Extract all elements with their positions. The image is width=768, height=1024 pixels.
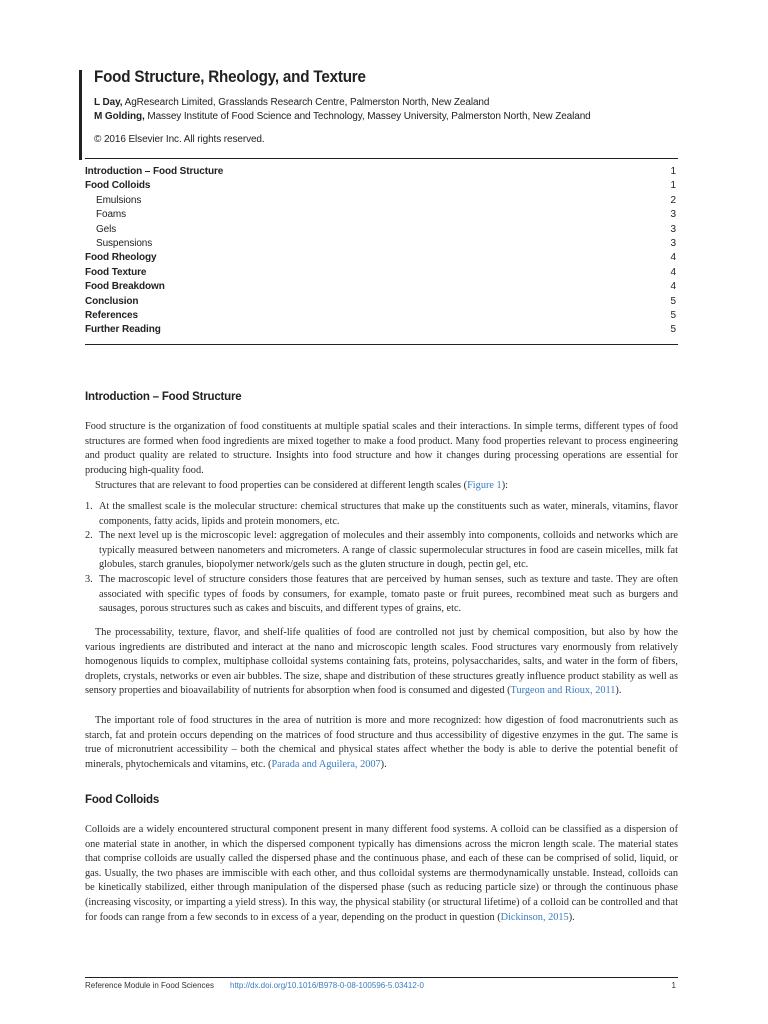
section-heading-introduction: Introduction – Food Structure: [85, 391, 242, 403]
structure-levels-list: [85, 500, 678, 617]
toc-label: References: [85, 309, 138, 321]
section-heading-food-colloids: Food Colloids: [85, 794, 160, 806]
toc-item[interactable]: [85, 165, 678, 179]
toc-item[interactable]: [85, 223, 678, 237]
colloids-paragraph-1: [85, 823, 678, 925]
paragraph-text: The important role of food structures in the area of nutrition is more and more recognized: how digestion of food macronutrients such as starch, fat and protein occurs depending on the matrices of food structure and thus accessibility of digestive enzymes in the gut. The same is true of micronutrient accessibility – both the chemical and physical states affect whether the body is able to derive the potential benefit of minerals, phytochemicals and vitamins, etc. (: [85, 715, 678, 770]
toc-page: 4: [670, 266, 676, 278]
intro-paragraph-3: [85, 626, 678, 699]
doi-link[interactable]: http://dx.doi.org/10.1016/B978-0-08-100596-5.03412-0: [230, 981, 424, 990]
list-number: 3.: [85, 573, 93, 585]
toc-page: 1: [670, 166, 676, 177]
toc-item[interactable]: [85, 194, 678, 208]
toc-page: 3: [670, 223, 676, 235]
list-item: [85, 500, 678, 529]
toc-item[interactable]: [85, 237, 678, 251]
list-number: 1.: [85, 501, 93, 512]
citation-link[interactable]: Dickinson, 2015: [500, 911, 569, 923]
list-item: [85, 573, 678, 617]
toc-page: 4: [670, 252, 676, 264]
paragraph-text: ).: [568, 911, 575, 923]
toc-page: 1: [670, 180, 676, 192]
toc-label: Suspensions: [96, 237, 153, 249]
page-footer: [85, 977, 678, 995]
header-rule: [79, 70, 82, 160]
article-header: [85, 68, 685, 147]
intro-paragraph-4: [85, 714, 678, 772]
toc-item[interactable]: [85, 280, 678, 294]
toc-item[interactable]: [85, 266, 678, 280]
list-text: The macroscopic level of structure considers those features that are perceived by human senses, such as texture and taste. They are often associated with specific types of foods by consumers, for example, tomato paste or fruit purees, recombined meat such as burgers and sausages, porous structures such as cakes and biscuits, and different types of grains, etc.: [99, 573, 678, 615]
toc-item[interactable]: [85, 208, 678, 222]
journal-name: Reference Module in Food Sciences: [85, 981, 214, 990]
intro-paragraph-1: Food structure is the organization of food constituents at multiple spatial scales and their interactions. In simple terms, different types of food structures are formed when food ingredients are mixed together to make a food product. Many food properties relevant to process engineering and product quality are related to structure. Insights into food structure and how it changes during processing operations are essential for producing high-quality food.: [85, 421, 678, 476]
author-affiliation: AgResearch Limited, Grasslands Research Centre, Palmerston North, New Zealand: [124, 97, 490, 108]
toc-item[interactable]: [85, 251, 678, 265]
toc-page: 3: [670, 237, 676, 249]
toc-label: Emulsions: [96, 194, 142, 206]
paragraph-text: ).: [615, 685, 622, 697]
author-line: [94, 110, 685, 124]
toc-label: Introduction – Food Structure: [85, 166, 224, 177]
author-name: M Golding,: [94, 111, 145, 122]
intro-paragraph-2: [85, 479, 678, 494]
paragraph-text: Structures that are relevant to food properties can be considered at different length scales (: [95, 480, 468, 491]
toc-label: Foams: [96, 209, 127, 221]
toc-label: Conclusion: [85, 295, 139, 307]
list-number: 2.: [85, 530, 93, 542]
list-text: The next level up is the microscopic level: aggregation of molecules and their assembly into components, colloids and networks which are typically measured between nanometers and micrometers. A range of classic supermolecular structures in food are casein micelles, milk fat globules, starch granules, biopolymer network/gels such as the gluten structure in dough, pectin gel, etc.: [99, 530, 678, 571]
table-of-contents: [85, 158, 678, 345]
toc-item[interactable]: [85, 295, 678, 309]
paragraph-text: The processability, texture, flavor, and shelf-life qualities of food are controlled not just by chemical composition, but also by how the various ingredients are distributed and interact at the nano and microscopic length scales. Food structures vary enormously from relatively homogenous liquids to complex, multiphase colloidal systems containing fats, proteins, polysaccharides, salts, and water in the form of fibers, droplets, crystals, networks or even air bubbles. The size, shape and distribution of these structures greatly influence product stability as well as sensory properties and bioavailability of nutrients for absorption when food is consumed and digested (: [85, 627, 678, 697]
toc-label: Food Breakdown: [85, 281, 165, 293]
paragraph-text: ).: [380, 758, 387, 770]
toc-label: Food Colloids: [85, 180, 151, 192]
citation-link[interactable]: Parada and Aguilera, 2007: [271, 758, 381, 770]
article-title: Food Structure, Rheology, and Texture: [94, 68, 366, 86]
toc-label: Gels: [96, 223, 117, 235]
toc-page: 4: [670, 281, 676, 293]
toc-page: 3: [670, 209, 676, 221]
toc-page: 2: [670, 194, 676, 206]
list-text: At the smallest scale is the molecular structure: chemical structures that make up the constituents such as water, minerals, vitamins, flavor components, fatty acids, lipids and protein monomers, etc.: [99, 501, 678, 527]
author-name: L Day,: [94, 97, 123, 108]
author-line: [94, 96, 685, 110]
toc-label: Further Reading: [85, 324, 161, 336]
paragraph-text: Colloids are a widely encountered structural component present in many different food systems. A colloid can be classified as a dispersion of one material state in another, in which the dispersed component typically has dimensions across the micron length scale. The material states that comprise colloids are usually called the dispersed phase and the continuous phase, and each of these can be comprised of solid, liquid, or gas. Usually, the two phases are immiscible with each other, and thus colloidal systems are thermodynamically unstable. Instead, colloids can be kinetically stabilized, either through manipulation of the dispersed phase (such as reducing particle size) or through the continuous phase (increasing viscosity, or imparting a yield stress). In this way, the physical stability (or structural lifetime) of a colloid can be controlled and that for foods can range from a few seconds to in excess of a year, depending on the product in question (: [85, 824, 678, 923]
list-item: [85, 529, 678, 573]
toc-item[interactable]: [85, 309, 678, 323]
toc-item[interactable]: [85, 179, 678, 193]
copyright-notice: © 2016 Elsevier Inc. All rights reserved.: [94, 134, 265, 145]
toc-page: 5: [670, 295, 676, 307]
author-affiliation: Massey Institute of Food Science and Technology, Massey University, Palmerston North, New Zealand: [147, 111, 591, 122]
citation-link[interactable]: Turgeon and Rioux, 2011: [510, 685, 616, 697]
page-number: 1: [671, 981, 676, 990]
toc-label: Food Rheology: [85, 252, 157, 264]
toc-label: Food Texture: [85, 266, 147, 278]
paragraph-text: ):: [501, 480, 508, 491]
toc-page: 5: [670, 324, 676, 336]
toc-item[interactable]: [85, 323, 678, 337]
figure-link[interactable]: Figure 1: [467, 480, 502, 491]
toc-page: 5: [670, 309, 676, 321]
